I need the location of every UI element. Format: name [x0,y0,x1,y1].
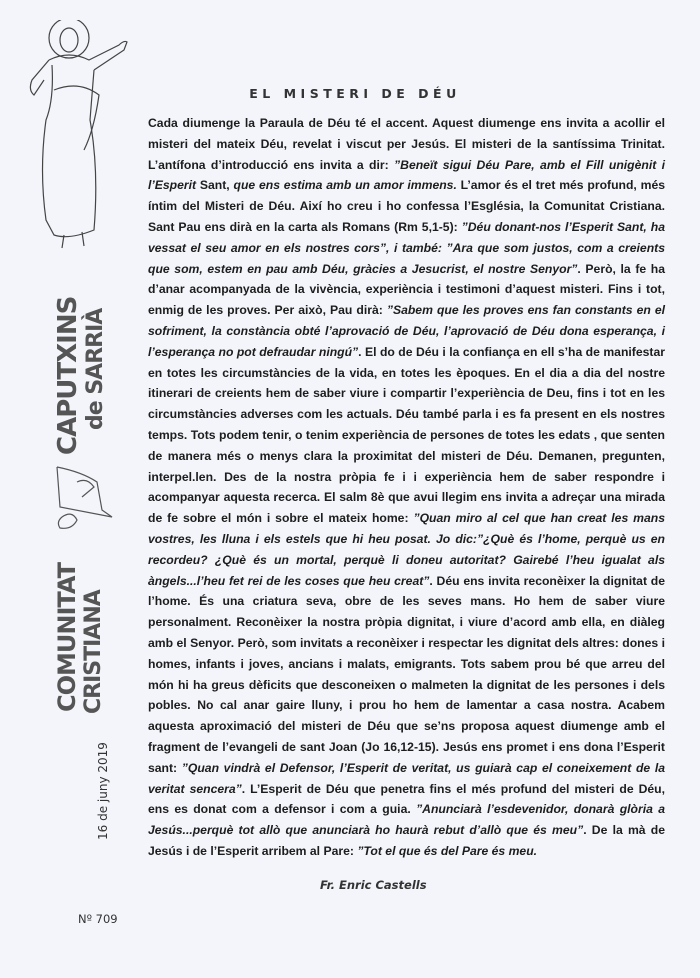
quoted-passage: ”Quan miro al cel que han creat les mans vostres, les lluna i els estels que hi heu posat. Jo dic:”¿Què és l’home, perquè us en recordeu? ¿Què és un mortal, perquè li doneu autoritat? Gairebé l’heu igualat als àngels...l’heu fet rei de les coses que heu creat” [148,511,665,588]
quoted-passage: ”Beneït sigui Déu Pare, amb el Fill unigènit i l’Esperit [148,157,666,193]
praying-hands-icon [52,462,122,534]
body-text [148,113,665,862]
issue-date: 16 de juny 2019 [96,742,110,840]
body-passage: Cada diumenge la Paraula de Déu té el accent. Aquest diumenge ens invita a acollir el misteri del mateix Déu, revelat i viscut per Jesús. El misteri de la santíssima Trinitat. L’antífona d’introducció ens invita a dir: [148,116,665,172]
issue-number: Nº 709 [78,912,118,926]
logo-sarria-text: de SARRIÀ [83,308,108,430]
logo-caputxins-text: CAPUTXINS [53,296,83,455]
body-passage: . Però, la fe ha d’anar acompanyada de la vivència, experiència i testimoni d’aquest misteri. Fins i tot, enmig de les proves. Per això, Pau dirà: [148,261,665,318]
quoted-passage: que ens estima amb un amor immens. [233,178,457,193]
body-passage: Sant, [196,178,234,193]
body-passage: . El do de Déu i la confiança en ell s’ha de manifestar en totes les circumstàncies de la vida, en totes les èpoques. En el dia a dia del nostre itinerari de creients hem de saber viure i compartir l’experiència de Deu, fins i tot en les circumstàncies adverses com les actuals. Déu també parla i es fa present en els nostres temps. Tots podem tenir, o tenim experiència de persones de totes les edats , que senten de manera més o menys clara la proximitat del misteri de Déu. Demanen, pregunten, interpel.len. Des de la nostra pròpia fe i i experiència hem de saber respondre i acompanyar aquesta recerca. El salm 8è que avui llegim ens invita a adreçar una mirada de fe sobre el món i sobre el mateix home: [148,344,665,526]
body-passage: . De la mà de Jesús i de l’Esperit arribem al Pare: [148,823,665,858]
body-passage: L’amor és el tret més profund, més íntim del Misteri de Déu. Així ho creu i ho confessa l’Església, la Comunitat Cristiana. Sant Pau ens dirà en la carta als Romans (Rm 5,1-5): [148,178,665,234]
quoted-passage: ”Tot el que és del Pare és meu. [357,843,538,858]
logo-cristiana-text: CRISTIANA [81,590,106,714]
body-passage: . Déu ens invita reconèixer la dignitat de l’home. És una criatura seva, obre de les seves mans. Ho hem de saber viure personalment. Reconèixer la nostra pròpia dignitat, i viure d’acord amb ella, en diàleg amb el Senyor. Però, som invitats a reconèixer i respectar les dignitat dels altres: dones i homes, infants i joves, ancians i malats, emigrants. Tots sabem prou bé que arreu del món hi ha greus dèficits que desconeixen o malmeten la dignitat de les persones i dels pobles. No cal anar gaire lluny, i prou ho hem de lamentar a casa nostra. Acabem aquesta aproximació del misteri de Déu que se’ns proposa aquest diumenge amb el fragment de l’evangeli de sant Joan (Jo 16,12-15). Jesús ens promet i ens dona l’Esperit sant: [148,573,665,775]
author-signature: Fr. Enric Castells [320,878,427,892]
body-passage: . L’Esperit de Déu que penetra fins el més profund del misteri de Déu, ens es donat com a defensor i com a guia. [148,781,666,817]
quoted-passage: ”Déu donant-nos l’Esperit Sant, ha vessat el seu amor en els nostres cors”, i també: ”Ara que som justos, com a creients que som, estem en pau amb Déu, gràcies a Jesucrist, el nostre Senyor” [148,219,665,276]
quoted-passage: ”Anunciarà l’esdevenidor, donarà glòria a Jesús...perquè tot allò que anunciarà ho haurà rebut d’allò que és meu” [148,802,665,838]
quoted-passage: ”Quan vindrà el Defensor, l’Esperit de veritat, us guiarà cap el coneixement de la veritat sencera” [148,760,665,796]
document-title: EL MISTERI DE DÉU [249,86,461,101]
logo-comunitat-text: COMUNITAT [53,563,81,712]
christ-figure-icon [24,20,134,255]
quoted-passage: ”Sabem que les proves ens fan constants en el sofriment, la constància obté l’aprovació de Déu, l’aprovació de Déu dona esperança, i l’esperança no pot defraudar ningú” [148,303,665,359]
